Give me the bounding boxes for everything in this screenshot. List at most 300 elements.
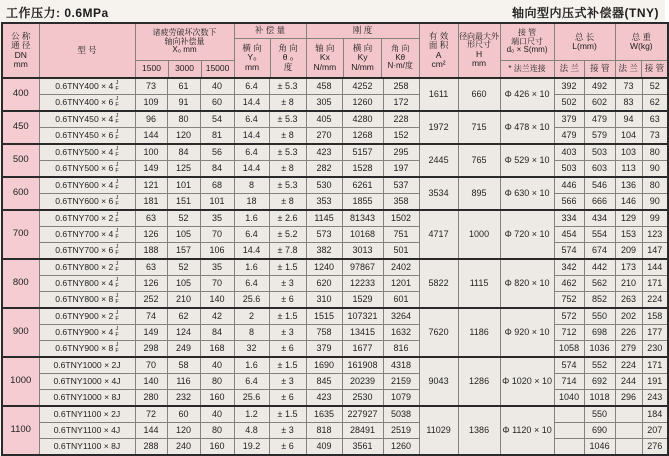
value-cell: ± 6: [269, 292, 306, 309]
value-cell: 101: [167, 177, 200, 194]
lw-cell: 224: [642, 292, 668, 309]
table-row: [2, 78, 668, 95]
lw-cell: 209: [615, 243, 642, 260]
value-cell: 1268: [342, 128, 383, 145]
value-cell: 1690: [306, 357, 342, 374]
value-cell: 73: [135, 78, 167, 95]
value-cell: 379: [306, 341, 342, 358]
model-text: 0.6TNY1000 × 4J: [53, 375, 121, 386]
value-cell: 298: [135, 341, 167, 358]
value-cell: 149: [135, 161, 167, 178]
value-cell: 91: [167, 95, 200, 112]
value-cell: 409: [306, 439, 342, 456]
dn-cell: 450: [2, 111, 39, 144]
lw-cell: 243: [642, 390, 668, 407]
lw-cell: 158: [642, 308, 668, 325]
header-lateral-y: 横 向 Y₀ mm: [242, 43, 262, 72]
value-cell: 288: [135, 439, 167, 456]
value-cell: 12233: [342, 276, 383, 292]
value-cell: ± 7.8: [269, 243, 306, 260]
value-cell: ± 5.2: [269, 227, 306, 243]
value-cell: 81343: [342, 210, 383, 227]
model-cell: [39, 210, 135, 227]
value-cell: 172: [383, 95, 419, 112]
model-cell: [39, 406, 135, 423]
lw-cell: [554, 406, 584, 423]
pipe-cell: Φ 478 × 10: [500, 111, 554, 144]
lw-cell: 129: [615, 210, 642, 227]
value-cell: 358: [383, 194, 419, 211]
value-cell: 1145: [306, 210, 342, 227]
value-cell: 1.2: [234, 406, 269, 423]
header-model: 型 号: [39, 23, 135, 78]
header-row: [2, 23, 668, 78]
value-cell: 6.4: [234, 78, 269, 95]
working-pressure-title: 工作压力: 0.6MPa: [6, 5, 109, 20]
h-cell: 1286: [458, 357, 500, 406]
value-cell: 106: [200, 243, 234, 260]
value-cell: 140: [200, 292, 234, 309]
model-text: 0.6TNY400 × 6: [55, 96, 114, 107]
value-cell: 63: [135, 259, 167, 276]
value-cell: 423: [306, 390, 342, 407]
value-cell: 249: [167, 341, 200, 358]
lw-cell: 136: [615, 177, 642, 194]
lw-cell: 99: [642, 210, 668, 227]
value-cell: 1079: [383, 390, 419, 407]
value-cell: 6.4: [234, 374, 269, 390]
h-cell: 1115: [458, 259, 500, 308]
value-cell: 32: [234, 341, 269, 358]
lw-cell: 73: [642, 128, 668, 145]
value-cell: ± 3: [269, 276, 306, 292]
lw-cell: 276: [642, 439, 668, 456]
value-cell: 8: [234, 177, 269, 194]
area-cell: 2445: [419, 144, 458, 177]
header-effective-area: 有 效 面 积 A cm²: [419, 23, 458, 78]
value-cell: 68: [200, 177, 234, 194]
lw-cell: 379: [554, 111, 584, 128]
value-cell: 4318: [383, 357, 419, 374]
value-cell: 14.4: [234, 95, 269, 112]
h-cell: 1000: [458, 210, 500, 259]
value-cell: 72: [135, 406, 167, 423]
lw-cell: 446: [554, 177, 584, 194]
table-row: [2, 423, 668, 439]
value-cell: 1260: [342, 95, 383, 112]
value-cell: 116: [167, 374, 200, 390]
value-cell: 18: [234, 194, 269, 211]
lw-cell: 492: [584, 78, 615, 95]
value-cell: 101: [200, 194, 234, 211]
lw-cell: 562: [584, 276, 615, 292]
lw-cell: 550: [584, 406, 615, 423]
table-row: [2, 439, 668, 456]
value-cell: 295: [383, 144, 419, 161]
model-text: 0.6TNY900 × 2: [55, 310, 114, 321]
value-cell: 1502: [383, 210, 419, 227]
value-cell: 1.6: [234, 259, 269, 276]
lw-cell: 207: [642, 423, 668, 439]
lw-cell: 579: [584, 128, 615, 145]
value-cell: 126: [135, 276, 167, 292]
lw-cell: 224: [615, 357, 642, 374]
lw-cell: 146: [615, 194, 642, 211]
lw-cell: 1058: [554, 341, 584, 358]
model-text: 0.6TNY1000 × 2J: [53, 359, 121, 370]
model-text: 0.6TNY1100 × 4J: [53, 424, 121, 435]
value-cell: 149: [135, 325, 167, 341]
table-row: [2, 308, 668, 325]
area-cell: 4717: [419, 210, 458, 259]
value-cell: 42: [200, 308, 234, 325]
model-text: 0.6TNY700 × 4: [55, 228, 114, 239]
dn-cell: 500: [2, 144, 39, 177]
value-cell: ± 5.3: [269, 144, 306, 161]
value-cell: 845: [306, 374, 342, 390]
model-cell: [39, 227, 135, 243]
value-cell: 210: [167, 292, 200, 309]
value-cell: 14.4: [234, 161, 269, 178]
lw-cell: 603: [584, 161, 615, 178]
value-cell: 6261: [342, 177, 383, 194]
value-cell: 126: [135, 227, 167, 243]
value-cell: ± 3: [269, 374, 306, 390]
lw-cell: 147: [642, 243, 668, 260]
lw-cell: 1046: [584, 439, 615, 456]
table-row: [2, 390, 668, 407]
lw-cell: 690: [584, 423, 615, 439]
lw-cell: 177: [642, 325, 668, 341]
header-total-weight: 总 重 W(kg) 法 兰 接 管: [615, 23, 668, 78]
value-cell: 63: [135, 210, 167, 227]
table-row: [2, 276, 668, 292]
value-cell: 121: [135, 177, 167, 194]
model-variant-suffix: J F: [115, 145, 119, 158]
model-cell: [39, 144, 135, 161]
model-variant-suffix: J F: [115, 211, 119, 224]
value-cell: ± 8: [269, 128, 306, 145]
value-cell: 105: [167, 276, 200, 292]
pipe-cell: Φ 630 × 10: [500, 177, 554, 210]
value-cell: 1528: [342, 161, 383, 178]
value-cell: 4.8: [234, 423, 269, 439]
lw-cell: 479: [554, 128, 584, 145]
model-text: 0.6TNY900 × 4: [55, 326, 114, 337]
value-cell: 120: [167, 128, 200, 145]
model-variant-suffix: J F: [115, 243, 119, 256]
lw-cell: 698: [584, 325, 615, 341]
lw-cell: 752: [554, 292, 584, 309]
value-cell: 6.4: [234, 111, 269, 128]
lw-cell: [615, 423, 642, 439]
value-cell: 35: [200, 210, 234, 227]
header-pipe-size: 接 管 端口尺寸 d₀ × S(mm) * 法兰连接: [500, 23, 554, 78]
value-cell: 227927: [342, 406, 383, 423]
value-cell: 537: [383, 177, 419, 194]
value-cell: 232: [167, 390, 200, 407]
table-row: [2, 374, 668, 390]
header-compensation-group: 补 偿 量 横 向 Y₀ mm 角 向 θ ₀ 度: [234, 23, 306, 78]
value-cell: 816: [383, 341, 419, 358]
model-variant-suffix: J F: [115, 227, 119, 240]
model-text: 0.6TNY800 × 2: [55, 261, 114, 272]
header-max-od: 径向最大外 形尺寸 H mm: [458, 23, 500, 78]
lw-cell: 80: [642, 144, 668, 161]
value-cell: ± 1.5: [269, 357, 306, 374]
lw-cell: 171: [642, 357, 668, 374]
value-cell: 10168: [342, 227, 383, 243]
lw-cell: 279: [615, 341, 642, 358]
value-cell: 228: [383, 111, 419, 128]
value-cell: 13415: [342, 325, 383, 341]
value-cell: 80: [200, 423, 234, 439]
value-cell: 74: [135, 308, 167, 325]
value-cell: 573: [306, 227, 342, 243]
value-cell: 124: [167, 325, 200, 341]
value-cell: 1632: [383, 325, 419, 341]
header-angular-theta: 角 向 θ ₀ 度: [270, 39, 306, 77]
value-cell: 161908: [342, 357, 383, 374]
value-cell: 2402: [383, 259, 419, 276]
model-text: 0.6TNY1100 × 8J: [53, 440, 121, 451]
model-cell: [39, 161, 135, 178]
value-cell: ± 6: [269, 390, 306, 407]
lw-cell: 502: [554, 95, 584, 112]
value-cell: 1677: [342, 341, 383, 358]
dn-cell: 1000: [2, 357, 39, 406]
lw-cell: 296: [615, 390, 642, 407]
value-cell: 35: [200, 259, 234, 276]
value-cell: 52: [167, 259, 200, 276]
lw-cell: 1040: [554, 390, 584, 407]
model-cell: [39, 341, 135, 358]
header-length-flange: 法 兰: [559, 63, 579, 74]
model-variant-suffix: J F: [115, 112, 119, 125]
table-row: [2, 243, 668, 260]
h-cell: 1386: [458, 406, 500, 455]
lw-cell: 503: [584, 144, 615, 161]
title-bar: [0, 0, 665, 22]
value-cell: 125: [167, 161, 200, 178]
lw-cell: 1018: [584, 390, 615, 407]
model-text: 0.6TNY500 × 4: [55, 146, 114, 157]
value-cell: 157: [167, 243, 200, 260]
value-cell: 1855: [342, 194, 383, 211]
value-cell: 197: [383, 161, 419, 178]
header-cycles-15000: 15000: [201, 61, 234, 77]
lw-cell: 714: [554, 374, 584, 390]
value-cell: ± 8: [269, 161, 306, 178]
value-cell: 3561: [342, 439, 383, 456]
model-variant-suffix: J F: [115, 309, 119, 322]
pipe-cell: Φ 1020 × 10: [500, 357, 554, 406]
lw-cell: 104: [615, 128, 642, 145]
table-row: [2, 292, 668, 309]
product-title: 轴向型内压式补偿器(TNY): [512, 5, 659, 20]
value-cell: ± 5.3: [269, 111, 306, 128]
value-cell: ± 8: [269, 95, 306, 112]
value-cell: 6.4: [234, 276, 269, 292]
dn-cell: 800: [2, 259, 39, 308]
value-cell: 81: [200, 128, 234, 145]
value-cell: 62: [167, 308, 200, 325]
table-row: [2, 259, 668, 276]
value-cell: 151: [167, 194, 200, 211]
value-cell: 168: [200, 341, 234, 358]
model-cell: [39, 78, 135, 95]
value-cell: 5157: [342, 144, 383, 161]
table-row: [2, 194, 668, 211]
value-cell: 8: [234, 325, 269, 341]
header-cycles-1500: 1500: [142, 63, 161, 74]
value-cell: 56: [200, 144, 234, 161]
model-cell: [39, 194, 135, 211]
lw-cell: 546: [584, 177, 615, 194]
value-cell: 28491: [342, 423, 383, 439]
lw-cell: 403: [554, 144, 584, 161]
lw-cell: 442: [584, 259, 615, 276]
value-cell: ± 1.5: [269, 406, 306, 423]
model-text: 0.6TNY1000 × 8J: [53, 391, 121, 402]
value-cell: 1515: [306, 308, 342, 325]
value-cell: 60: [200, 95, 234, 112]
header-stiffness-angular: 角 向 Kθ N·m/度: [381, 39, 419, 77]
lw-cell: 666: [584, 194, 615, 211]
value-cell: 140: [135, 374, 167, 390]
value-cell: 100: [135, 144, 167, 161]
value-cell: 601: [383, 292, 419, 309]
lw-cell: 144: [642, 259, 668, 276]
value-cell: 70: [200, 227, 234, 243]
value-cell: ± 6: [269, 439, 306, 456]
model-text: 0.6TNY600 × 4: [55, 179, 114, 190]
model-variant-suffix: J F: [115, 292, 119, 305]
area-cell: 7620: [419, 308, 458, 357]
header-weight-flange: 法 兰: [618, 63, 638, 74]
value-cell: 252: [135, 292, 167, 309]
value-cell: 152: [383, 128, 419, 145]
value-cell: 144: [135, 128, 167, 145]
value-cell: 1240: [306, 259, 342, 276]
lw-cell: 52: [642, 78, 668, 95]
lw-cell: [615, 406, 642, 423]
value-cell: 405: [306, 111, 342, 128]
model-variant-suffix: J F: [115, 161, 119, 174]
lw-cell: 566: [554, 194, 584, 211]
model-cell: [39, 95, 135, 112]
value-cell: 270: [306, 128, 342, 145]
model-variant-suffix: J F: [115, 128, 119, 141]
model-cell: [39, 292, 135, 309]
lw-cell: 462: [554, 276, 584, 292]
lw-cell: 550: [584, 308, 615, 325]
value-cell: 2: [234, 308, 269, 325]
lw-cell: 1036: [584, 341, 615, 358]
lw-cell: 334: [554, 210, 584, 227]
lw-cell: 90: [642, 194, 668, 211]
table-row: [2, 406, 668, 423]
table-row: [2, 357, 668, 374]
lw-cell: [615, 439, 642, 456]
value-cell: ± 1.5: [269, 308, 306, 325]
value-cell: 160: [200, 439, 234, 456]
value-cell: 353: [306, 194, 342, 211]
h-cell: 895: [458, 177, 500, 210]
lw-cell: 173: [615, 259, 642, 276]
value-cell: 80: [167, 111, 200, 128]
model-text: 0.6TNY800 × 4: [55, 277, 114, 288]
area-cell: 5822: [419, 259, 458, 308]
lw-cell: 94: [615, 111, 642, 128]
value-cell: 54: [200, 111, 234, 128]
model-variant-suffix: J F: [115, 341, 119, 354]
value-cell: 84: [200, 161, 234, 178]
area-cell: 9043: [419, 357, 458, 406]
lw-cell: 244: [615, 374, 642, 390]
value-cell: 58: [167, 357, 200, 374]
lw-cell: 73: [615, 78, 642, 95]
compensator-spec-table: [1, 22, 669, 456]
model-cell: [39, 308, 135, 325]
value-cell: 258: [383, 78, 419, 95]
model-text: 0.6TNY700 × 6: [55, 244, 114, 255]
value-cell: 188: [135, 243, 167, 260]
value-cell: 52: [167, 210, 200, 227]
value-cell: 40: [200, 78, 234, 95]
model-cell: [39, 357, 135, 374]
lw-cell: 674: [584, 243, 615, 260]
value-cell: 1.6: [234, 210, 269, 227]
dn-cell: 400: [2, 78, 39, 111]
dn-cell: 700: [2, 210, 39, 259]
model-text: 0.6TNY700 × 2: [55, 212, 114, 223]
value-cell: 109: [135, 95, 167, 112]
model-cell: [39, 423, 135, 439]
lw-cell: 191: [642, 374, 668, 390]
h-cell: 1186: [458, 308, 500, 357]
value-cell: ± 5.3: [269, 177, 306, 194]
table-body: [2, 78, 668, 455]
dn-cell: 1100: [2, 406, 39, 455]
model-text: 0.6TNY800 × 8: [55, 293, 114, 304]
lw-cell: 62: [642, 95, 668, 112]
dn-cell: 900: [2, 308, 39, 357]
value-cell: 160: [200, 390, 234, 407]
value-cell: 14.4: [234, 128, 269, 145]
lw-cell: 63: [642, 111, 668, 128]
value-cell: 280: [135, 390, 167, 407]
model-cell: [39, 390, 135, 407]
value-cell: 84: [167, 144, 200, 161]
value-cell: 4252: [342, 78, 383, 95]
value-cell: 310: [306, 292, 342, 309]
model-cell: [39, 276, 135, 292]
value-cell: 14.4: [234, 243, 269, 260]
pipe-cell: Φ 529 × 10: [500, 144, 554, 177]
model-variant-suffix: J F: [115, 194, 119, 207]
value-cell: 1260: [383, 439, 419, 456]
value-cell: 818: [306, 423, 342, 439]
header-weight-pipe: 接 管: [641, 61, 667, 77]
value-cell: 1635: [306, 406, 342, 423]
model-cell: [39, 177, 135, 194]
model-cell: [39, 439, 135, 456]
header-fatigue-group: 诸疲劳破坏次数下 轴向补偿量 X₀ mm 1500 3000 15000: [135, 23, 234, 78]
value-cell: 282: [306, 161, 342, 178]
model-variant-suffix: J F: [115, 260, 119, 273]
lw-cell: 171: [642, 276, 668, 292]
